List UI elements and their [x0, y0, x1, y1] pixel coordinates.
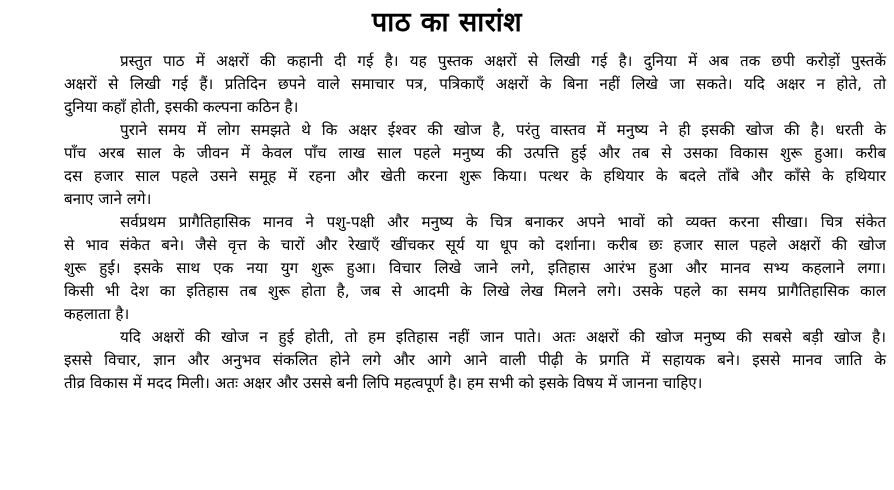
paragraph-line: अक्षरों से लिखी गई हैं। प्रतिदिन छपने वाले समाचार पत्र, पत्रिकाएँ अक्षरों के बिना नहीं लिखे जा सकते। यदि अक्षर न होते, तो [64, 75, 886, 93]
paragraph-3 [8, 211, 886, 326]
paragraph-line: कहलाता है। [64, 305, 130, 323]
paragraph-line: शुरू हुई। इसके साथ एक नया युग शुरू हुआ। विचार लिखे जाने लगे, इतिहास आरंभ हुआ और मानव सभ्य कहलाने लगा। [64, 259, 886, 277]
paragraph-line: इससे विचार, ज्ञान और अनुभव संकलित होने लगे और आगे आने वाली पीढ़ी के प्रगति में सहायक बने। इससे मानव जाति के [64, 351, 886, 369]
paragraph-line: किसी भी देश का इतिहास तब शुरू होता है, जब से आदमी के लिखे लेख मिलने लगे। उसके पहले का समय प्रागैतिहासिक काल [64, 282, 886, 300]
page-title: पाठ का सारांश [371, 7, 523, 38]
paragraph-line: दुनिया कहाँ होती, इसकी कल्पना कठिन है। [64, 98, 299, 116]
paragraph-4 [8, 326, 886, 395]
paragraph-line: पुराने समय में लोग समझते थे कि अक्षर ईश्वर की खोज है, परंतु वास्तव में मनुष्य ने ही इसकी खोज की है। धरती के [120, 121, 886, 139]
paragraph-line: पाँच अरब साल के जीवन में केवल पाँच लाख साल पहले मनुष्य की उत्पत्ति हुई और तब से उसका विकास शुरू हुआ। करीब [64, 144, 886, 162]
paragraph-line: सर्वप्रथम प्रागैतिहासिक मानव ने पशु-पक्षी और मनुष्य के चित्र बनाकर अपने भावों को व्यक्त करना सीखा। चित्र संकेत [120, 213, 886, 231]
paragraph-1 [8, 50, 886, 119]
paragraph-line: यदि अक्षरों की खोज न हुई होती, तो हम इतिहास नहीं जान पाते। अतः अक्षरों की खोज मनुष्य की सबसे बड़ी खोज है। [120, 328, 886, 346]
paragraph-line: से भाव संकेत बने। जैसे वृत्त के चारों और रेखाएँ खींचकर सूर्य या धूप को दर्शाना। करीब छः हजार साल पहले अक्षरों की खोज [64, 236, 886, 254]
paragraph-line: बनाए जाने लगे। [64, 190, 152, 208]
paragraph-line: तीव्र विकास में मदद मिली। अतः अक्षर और उससे बनी लिपि महत्वपूर्ण है। हम सभी को इसके विषय में जानना चाहिए। [64, 374, 703, 392]
paragraph-line: दस हजार साल पहले उसने समूह में रहना और खेती करना शुरू किया। पत्थर के हथियार के बदले ताँबे और काँसे के हथियार [64, 167, 886, 185]
paragraph-2 [8, 119, 886, 211]
paragraph-line: प्रस्तुत पाठ में अक्षरों की कहानी दी गई है। यह पुस्तक अक्षरों से लिखी गई है। दुनिया में अब तक छपी करोड़ों पुस्तकें [120, 52, 886, 70]
